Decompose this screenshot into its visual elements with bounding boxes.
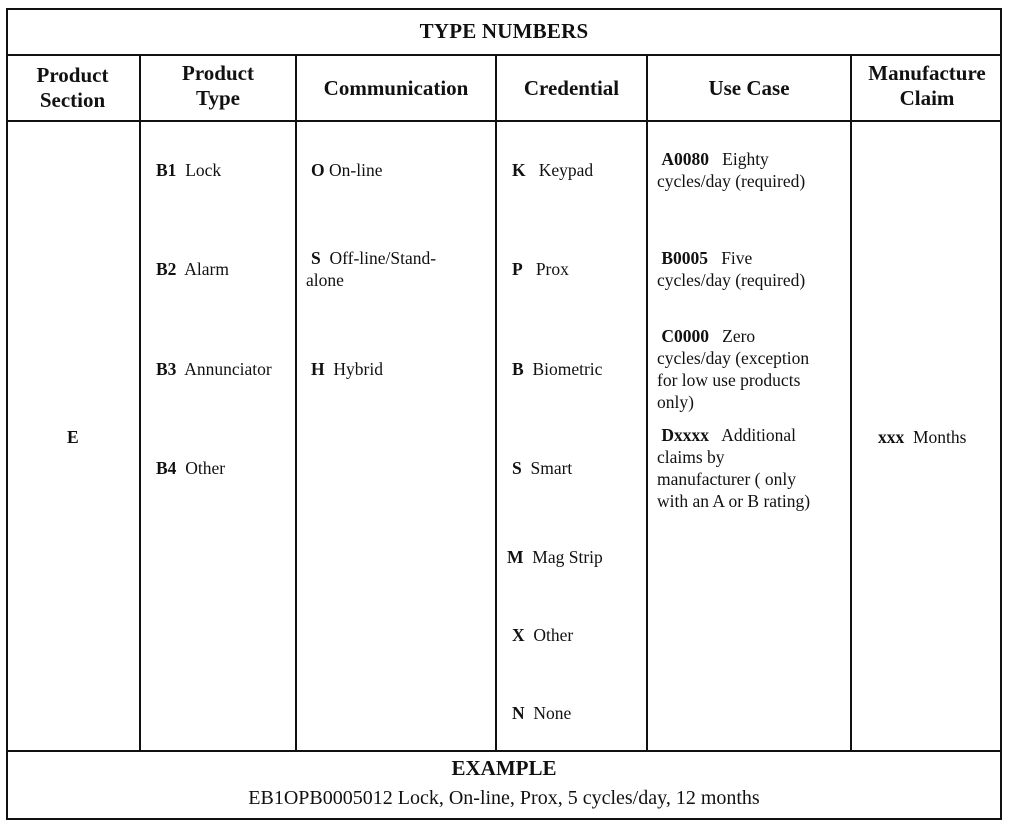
header-divider [6, 120, 1002, 122]
header-communication: Communication [323, 75, 469, 100]
header-use-case: Use Case [708, 75, 790, 100]
example-text: EB1OPB0005012 Lock, On-line, Prox, 5 cycles/day, 12 months [248, 787, 760, 809]
header-product-section: Product Section [36, 63, 109, 112]
use-case-item: C0000 Zero cycles/day (exception for low use products only) [657, 326, 810, 412]
manufacture-claim-value: xxx Months [878, 427, 967, 447]
header-manufacture-claim: Manufacture Claim [868, 61, 986, 110]
communication-item: O On-line [311, 160, 383, 180]
product-section-value: E [67, 427, 79, 447]
example-divider [6, 750, 1002, 752]
communication-item: H Hybrid [311, 359, 383, 379]
header-product-type: Product Type [182, 61, 254, 110]
header-credential: Credential [523, 75, 620, 100]
product-type-item: B2 Alarm [156, 259, 229, 279]
use-case-item: Dxxxx Additional claims by manufacturer ( only with an A or B rating) [657, 425, 811, 511]
use-case-item: A0080 Eighty cycles/day (required) [657, 149, 806, 191]
example-title: EXAMPLE [451, 756, 557, 780]
column-divider [139, 54, 141, 752]
table-title: TYPE NUMBERS [419, 18, 589, 43]
credential-item: S Smart [512, 458, 573, 478]
table-border [6, 8, 1002, 820]
column-divider [295, 54, 297, 752]
credential-item: P Prox [512, 259, 569, 279]
credential-item: K Keypad [512, 160, 594, 180]
column-divider [495, 54, 497, 752]
credential-item: X Other [512, 625, 574, 645]
product-type-item: B4 Other [156, 458, 226, 478]
credential-item: B Biometric [512, 359, 603, 379]
type-numbers-table [6, 8, 1002, 820]
column-divider [646, 54, 648, 752]
column-divider [850, 54, 852, 752]
product-type-item: B1 Lock [156, 160, 222, 180]
product-type-item: B3 Annunciator [156, 359, 272, 379]
communication-item: S Off-line/Stand- [311, 248, 437, 268]
communication-item-continued: alone [306, 270, 344, 290]
credential-item: M Mag Strip [507, 547, 603, 567]
use-case-item: B0005 Five cycles/day (required) [657, 248, 806, 290]
credential-item: N None [512, 703, 572, 723]
